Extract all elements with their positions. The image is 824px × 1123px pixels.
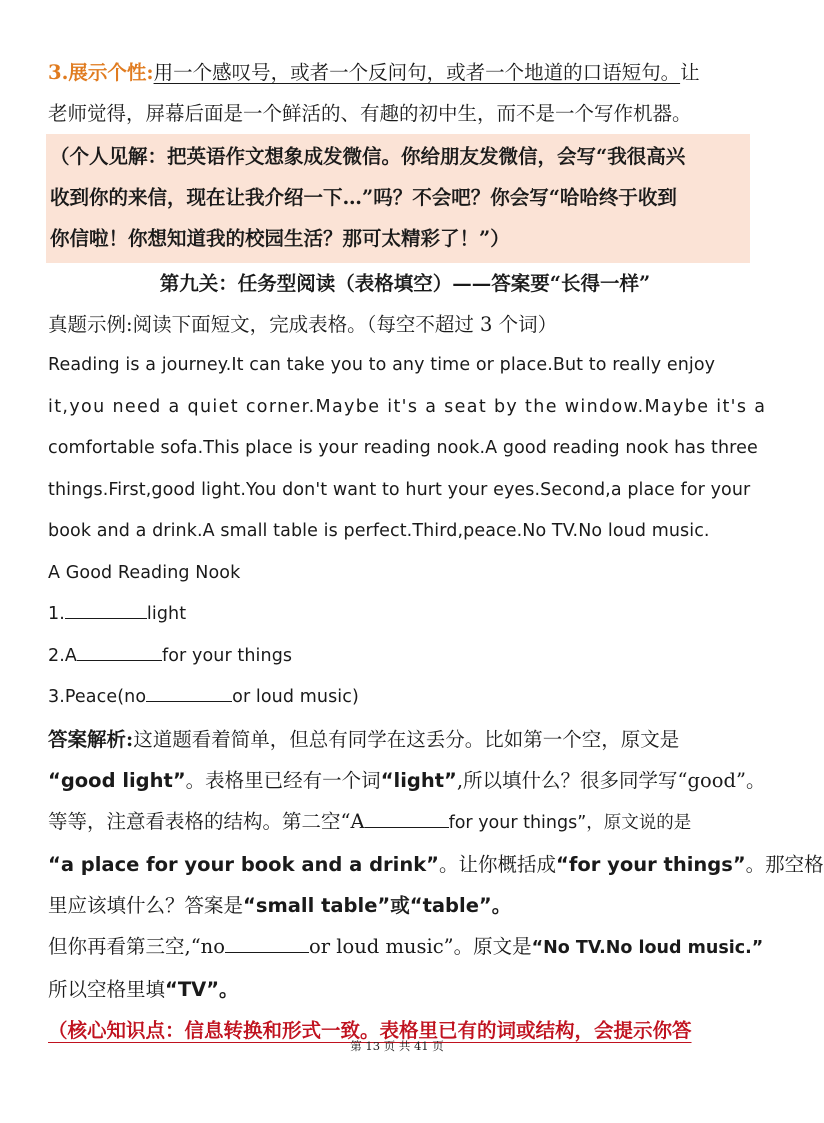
analysis-line-6 bbox=[48, 926, 764, 969]
analysis-text-6a: 但你再看第三空,“no bbox=[48, 934, 225, 958]
analysis-blank-2 bbox=[365, 809, 449, 828]
item1-prefix: 1. bbox=[48, 604, 65, 624]
analysis-text-2a: 。表格里已经有一个词 bbox=[185, 768, 381, 792]
quote-no-tv: “No TV.No loud music.” bbox=[531, 937, 764, 958]
item3-prefix: 3.Peace(no bbox=[48, 687, 147, 707]
table-title: A Good Reading Nook bbox=[48, 562, 241, 583]
section-heading: 第九关：任务型阅读（表格填空）——答案要“长得一样” bbox=[159, 272, 651, 295]
analysis-label: 答案解析: bbox=[48, 727, 134, 751]
document-page bbox=[48, 52, 824, 1051]
analysis-text-4b: 。那空格 bbox=[745, 852, 824, 876]
analysis-text-3b: for your things”，原文说的是 bbox=[448, 812, 692, 833]
passage-line-3 bbox=[48, 428, 758, 470]
blank-2 bbox=[77, 642, 162, 661]
blank-3 bbox=[146, 683, 232, 702]
analysis-line-1 bbox=[48, 719, 748, 760]
note-line-3: 你信啦！你想知道我的校园生活？那可太精彩了！”） bbox=[50, 227, 510, 250]
analysis-text-5c: 。 bbox=[491, 893, 512, 917]
analysis-text-3a: 等等，注意看表格的结构。第二空“A bbox=[48, 809, 365, 833]
analysis-line-4 bbox=[48, 844, 824, 885]
analysis-text-5a: 里应该填什么？答案是 bbox=[48, 893, 244, 917]
example-intro: 真题示例:阅读下面短文，完成表格。（每空不超过 3 个词） bbox=[48, 313, 558, 336]
passage-text-3: comfortable sofa.This place is your reading nook.A good reading nook has three bbox=[48, 438, 758, 458]
analysis-text-6b: or loud music”。原文是 bbox=[308, 934, 532, 958]
page-footer: 第 13 页 共 41 页 bbox=[350, 1039, 444, 1053]
table-item-2 bbox=[48, 636, 748, 678]
passage-text-4: things.First,good light.You don't want to hurt your eyes.Second,a place for your bbox=[48, 479, 751, 500]
quote-table: “table” bbox=[409, 893, 492, 917]
section3-line2: 老师觉得，屏幕后面是一个鲜活的、有趣的初中生，而不是一个写作机器。 bbox=[48, 102, 692, 125]
analysis-text-1: 这道题看着简单，但总有同学在这丢分。比如第一个空，原文是 bbox=[133, 727, 680, 751]
passage-line-2 bbox=[48, 387, 767, 429]
note-line-2: 收到你的来信，现在让我介绍一下…”吗？不会吧？你会写“哈哈终于收到 bbox=[50, 186, 677, 209]
analysis-text-2b: ,所以填什么？很多同学写“good”。 bbox=[456, 768, 766, 792]
quote-for-your-things: “for your things” bbox=[556, 852, 746, 876]
analysis-text-4a: 。让你概括成 bbox=[439, 852, 557, 876]
passage-text-1: Reading is a journey.It can take you to any time or place.But to really enjoy bbox=[48, 355, 716, 375]
item2-prefix: 2.A bbox=[48, 645, 77, 666]
section3-underlined: 用一个感叹号，或者一个反问句，或者一个地道的口语短句。 bbox=[153, 61, 681, 84]
table-item-1 bbox=[48, 594, 748, 636]
note-line-1: （个人见解：把英语作文想象成发微信。你给朋友发微信，会写“我很高兴 bbox=[50, 145, 686, 168]
analysis-blank-3 bbox=[225, 934, 309, 953]
quote-tv: “TV” bbox=[165, 977, 220, 1001]
personal-note-box bbox=[46, 134, 750, 263]
blank-1 bbox=[65, 600, 147, 619]
section3-rest: 让 bbox=[680, 61, 700, 84]
quote-good-light: “good light” bbox=[48, 768, 186, 792]
analysis-text-7b: 。 bbox=[219, 977, 239, 1001]
analysis-line-5 bbox=[48, 885, 748, 926]
core-knowledge-text: （核心知识点：信息转换和形式一致。表格里已有的词或结构，会提示你答 bbox=[48, 1018, 692, 1042]
passage-text-5: book and a drink.A small table is perfect.Third,peace.No TV.No loud music. bbox=[48, 521, 710, 541]
section3-line1 bbox=[48, 52, 748, 93]
analysis-text-7a: 所以空格里填 bbox=[48, 977, 166, 1001]
analysis-line-2 bbox=[48, 760, 766, 801]
analysis-text-5b: 或 bbox=[390, 893, 410, 917]
section3-title: 3.展示个性: bbox=[48, 61, 154, 84]
passage-line-4 bbox=[48, 470, 751, 512]
analysis-line-3 bbox=[48, 801, 748, 844]
quote-small-table: “small table” bbox=[243, 893, 391, 917]
passage-line-1 bbox=[48, 345, 748, 387]
quote-light: “light” bbox=[380, 768, 457, 792]
analysis-line-7 bbox=[48, 969, 748, 1010]
item2-suffix: for your things bbox=[161, 645, 293, 666]
passage-text-2: it,you need a quiet corner.Maybe it's a seat by the window.Maybe it's a bbox=[48, 396, 767, 417]
item1-suffix: light bbox=[146, 604, 187, 624]
quote-place-for-book: “a place for your book and a drink” bbox=[48, 852, 439, 876]
passage-line-5 bbox=[48, 511, 748, 553]
table-item-3 bbox=[48, 677, 748, 719]
item3-suffix: or loud music) bbox=[232, 687, 359, 707]
